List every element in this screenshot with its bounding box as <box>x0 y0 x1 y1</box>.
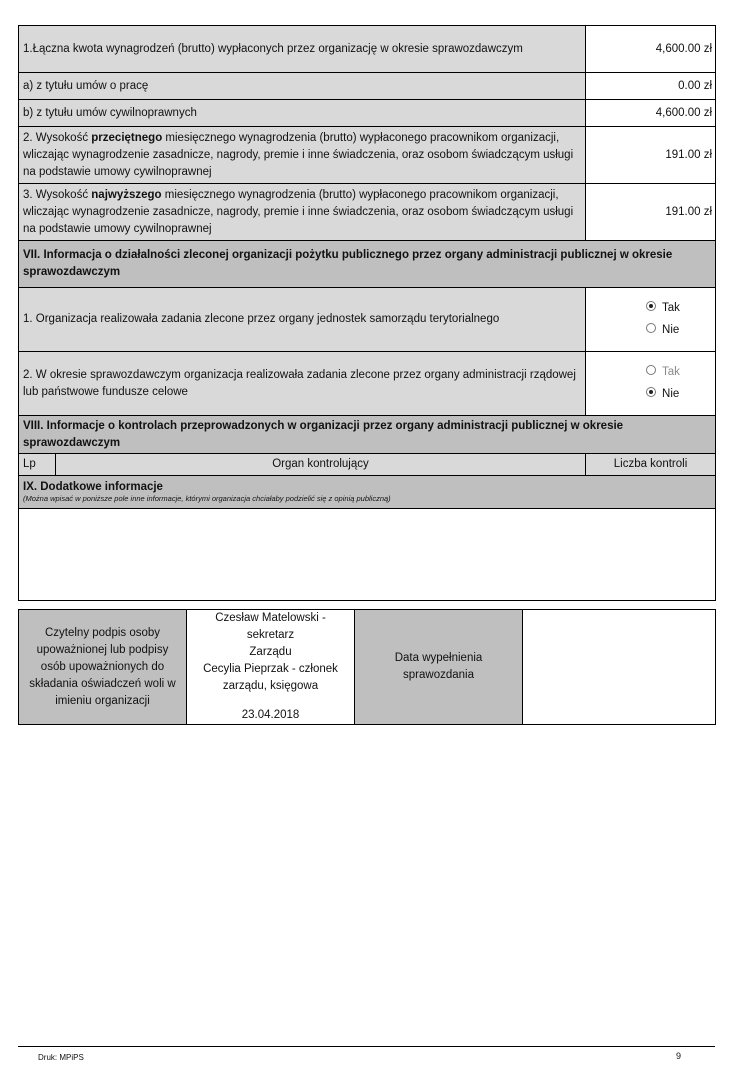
section9-heading <box>19 476 716 509</box>
section7-q2-row <box>19 352 716 416</box>
employment-contract-row <box>19 73 716 100</box>
signature-table <box>18 609 716 725</box>
column-organ: Organ kontrolujący <box>56 454 586 476</box>
employment-contract-value: 0.00 zł <box>586 73 716 100</box>
q1-option-no[interactable]: Nie <box>646 320 711 342</box>
max-salary-value: 191.00 zł <box>586 184 716 241</box>
signature-label: Czytelny podpis osoby upoważnionej lub podpisy osób upoważnionych do składania oświadczeń woli w imieniu organizacji <box>19 610 187 725</box>
additional-info-field[interactable] <box>19 509 716 601</box>
column-count: Liczba kontroli <box>586 454 716 476</box>
average-salary-row <box>19 127 716 184</box>
footer-print-label: Druk: MPiPS <box>38 1053 84 1062</box>
q1-option-yes[interactable]: Tak <box>646 298 711 320</box>
fill-date-label: Data wypełnienia sprawozdania <box>355 610 523 725</box>
section7-title: VII. Informacja o działalności zleconej organizacji pożytku publicznego przez organy administracji publicznej w okresie sprawozdawczym <box>19 241 716 288</box>
section9-content-row <box>19 509 716 601</box>
section7-q2-options <box>586 352 716 416</box>
total-salary-row <box>19 26 716 73</box>
civil-contract-value: 4,600.00 zł <box>586 100 716 127</box>
total-salary-value: 4,600.00 zł <box>586 26 716 73</box>
footer-divider <box>18 1046 715 1047</box>
signature-line4: zarządu, księgowa <box>222 680 319 692</box>
page-number: 9 <box>676 1051 682 1061</box>
max-salary-label: 3. Wysokość najwyższego miesięcznego wynagrodzenia (brutto) wypłaconego pracownikom organizacji, wliczając wynagrodzenie zasadnicze, nagrody, premie i inne świadczenia, oraz osobom świadczącym usługi na podstawie umowy cywilnoprawnej <box>19 184 586 241</box>
section7-header <box>19 241 716 288</box>
average-salary-label: 2. Wysokość przeciętnego miesięcznego wynagrodzenia (brutto) wypłaconego pracownikom organizacji, wliczając wynagrodzenie zasadnicze, nagrody, premie i inne świadczenia, oraz osobom świadczącym usługi na podstawie umowy cywilnoprawnej <box>19 127 586 184</box>
fill-date-field[interactable] <box>523 610 716 725</box>
q2-option-yes[interactable]: Tak <box>646 362 711 384</box>
q2-option-no[interactable]: Nie <box>646 384 711 406</box>
radio-selected-icon[interactable] <box>646 301 656 311</box>
signature-line2: Zarządu <box>249 646 292 658</box>
radio-selected-icon[interactable] <box>646 387 656 397</box>
signature-value[interactable] <box>187 610 355 725</box>
section7-q1-label: 1. Organizacja realizowała zadania zlecone przez organy jednostek samorządu terytorialnego <box>19 288 586 352</box>
civil-contract-row <box>19 100 716 127</box>
section7-q1-row <box>19 288 716 352</box>
signature-row <box>19 610 716 725</box>
signature-date: 23.04.2018 <box>241 709 300 721</box>
signature-line3: Cecylia Pieprzak - członek <box>203 663 338 675</box>
section8-header <box>19 416 716 454</box>
section9-subtitle: (Można wpisać w poniższe pole inne informacje, którymi organizacja chciałaby podzielić się z opinią publiczną) <box>23 494 391 503</box>
radio-empty-icon[interactable] <box>646 323 656 333</box>
section9-title: IX. Dodatkowe informacje <box>23 481 163 493</box>
signature-line1: Czesław Matelowski - sekretarz <box>215 612 326 641</box>
column-lp: Lp <box>19 454 56 476</box>
total-salary-label: 1.Łączna kwota wynagrodzeń (brutto) wypłaconych przez organizację w okresie sprawozdawczym <box>19 26 586 73</box>
section8-columns <box>19 454 716 476</box>
civil-contract-label: b) z tytułu umów cywilnoprawnych <box>19 100 586 127</box>
section7-q1-options <box>586 288 716 352</box>
section7-q2-label: 2. W okresie sprawozdawczym organizacja realizowała zadania zlecone przez organy administracji rządowej lub państwowe fundusze celowe <box>19 352 586 416</box>
max-salary-row <box>19 184 716 241</box>
section8-title: VIII. Informacje o kontrolach przeprowadzonych w organizacji przez organy administracji publicznej w okresie sprawozdawczym <box>19 416 716 454</box>
employment-contract-label: a) z tytułu umów o pracę <box>19 73 586 100</box>
report-form <box>18 25 716 601</box>
section9-header <box>19 476 716 509</box>
radio-empty-icon[interactable] <box>646 365 656 375</box>
average-salary-value: 191.00 zł <box>586 127 716 184</box>
